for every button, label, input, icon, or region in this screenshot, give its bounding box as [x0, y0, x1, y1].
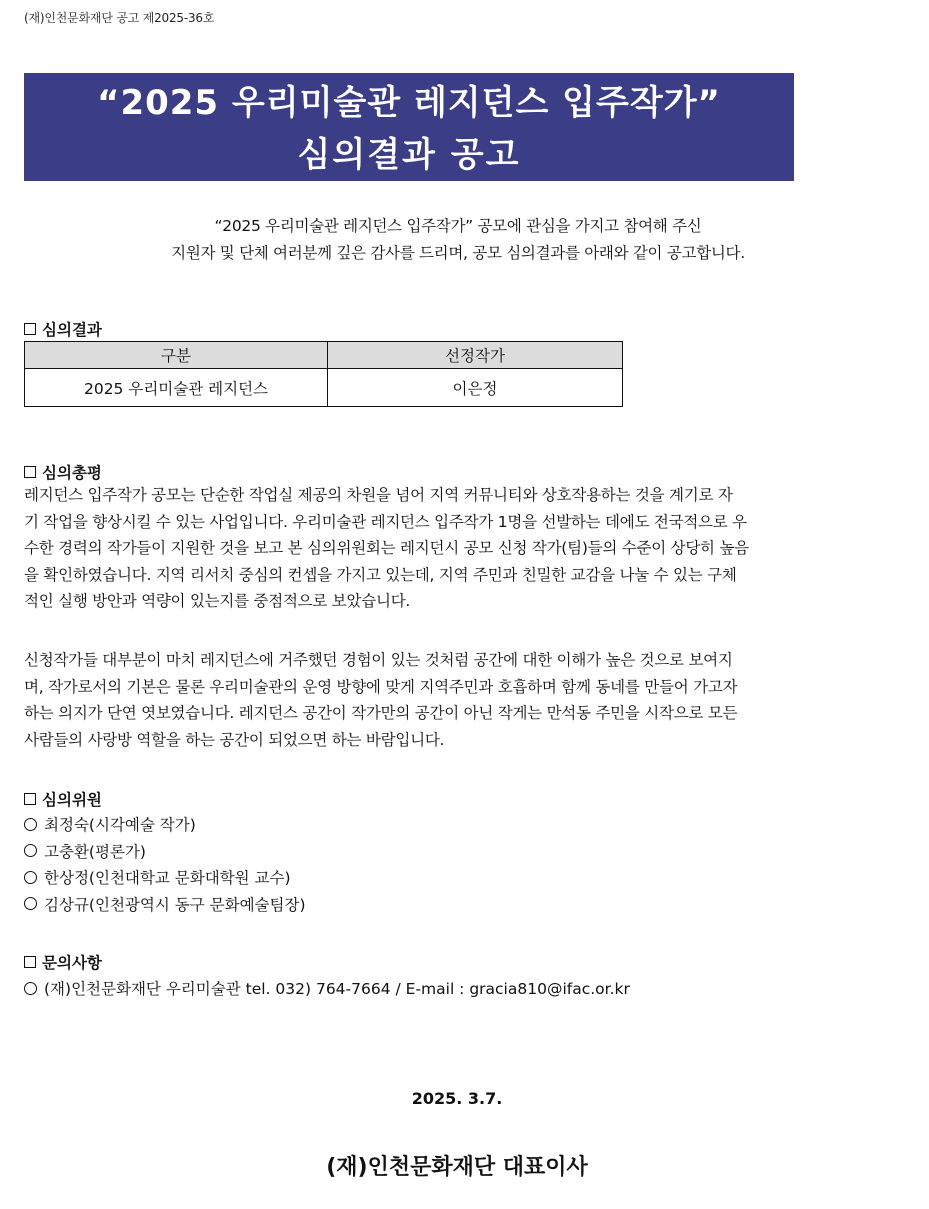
square-bullet-icon [24, 956, 36, 968]
issuer-name: (재)인천문화재단 대표이사 [326, 1155, 588, 1180]
intro-line-2: 지원자 및 단체 여러분께 깊은 감사를 드리며, 공모 심의결과를 아래와 같이 공고합니다. [171, 244, 745, 262]
intro-line-1: “2025 우리미술관 레지던스 입주작가” 공모에 관심을 가지고 참여해 주신 [214, 217, 702, 235]
list-item [24, 891, 306, 918]
paragraph-line: 신청작가들 대부분이 마치 레지던스에 거주했던 경험이 있는 것처럼 공간에 대한 이해가 높은 것으로 보여지 [24, 651, 733, 669]
table-header-row [25, 342, 623, 369]
circle-bullet-icon [24, 871, 37, 884]
notice-number: (재)인천문화재단 공고 제2025-36호 [24, 11, 215, 25]
paragraph-line: 레지던스 입주작가 공모는 단순한 작업실 제공의 차원을 넘어 지역 커뮤니티와 상호작용하는 것을 계기로 자 [24, 486, 733, 504]
paragraph-line: 수한 경력의 작가들이 지원한 것을 보고 본 심의위원회는 레지던시 공모 신청 작가(팀)들의 수준이 상당히 높음 [24, 539, 749, 557]
list-item [24, 975, 630, 1002]
column-header-category: 구분 [25, 342, 328, 369]
paragraph-line: 하는 의지가 단연 엿보였습니다. 레지던스 공간이 작가만의 공간이 아닌 작게는 만석동 주민을 시작으로 모든 [24, 704, 738, 722]
review-paragraph-1 [24, 482, 892, 615]
list-item [24, 838, 306, 865]
committee-member: 한상정(인천대학교 문화대학원 교수) [44, 869, 291, 888]
list-item [24, 811, 306, 838]
paragraph-line: 을 확인하였습니다. 지역 리서치 중심의 컨셉을 가지고 있는데, 지역 주민과 친밀한 교감을 나눌 수 있는 구체 [24, 565, 737, 584]
banner-title-line1: “2025 우리미술관 레지던스 입주작가” [97, 83, 721, 123]
committee-heading-text: 심의위원 [42, 791, 102, 809]
contact-line: (재)인천문화재단 우리미술관 tel. 032) 764-7664 / E-mail : gracia810@ifac.or.kr [44, 980, 630, 999]
cell-selected-artist: 이은정 [328, 369, 623, 407]
square-bullet-icon [24, 466, 36, 478]
circle-bullet-icon [24, 818, 37, 831]
notice-date: 2025. 3.7. [411, 1089, 503, 1108]
results-heading-text: 심의결과 [42, 321, 102, 339]
square-bullet-icon [24, 323, 36, 335]
committee-member: 최정숙(시각예술 작가) [44, 816, 196, 835]
square-bullet-icon [24, 793, 36, 805]
results-heading [24, 318, 102, 340]
circle-bullet-icon [24, 844, 37, 857]
column-header-selected-artist: 선정작가 [328, 342, 623, 369]
paragraph-line: 적인 실행 방안과 역량이 있는지를 중점적으로 보았습니다. [24, 592, 411, 610]
circle-bullet-icon [24, 982, 37, 995]
committee-list [24, 811, 306, 917]
banner-title-line2: 심의결과 공고 [297, 135, 521, 175]
contact-heading [24, 951, 102, 973]
results-table [24, 341, 623, 407]
review-heading [24, 461, 102, 483]
review-heading-text: 심의총평 [42, 464, 102, 482]
table-row [25, 369, 623, 407]
paragraph-line: 사람들의 사랑방 역할을 하는 공간이 되었으면 하는 바람입니다. [24, 730, 445, 749]
committee-heading [24, 788, 102, 810]
list-item [24, 864, 306, 891]
cell-category: 2025 우리미술관 레지던스 [25, 369, 328, 407]
contact-heading-text: 문의사항 [42, 954, 102, 972]
committee-member: 김상규(인천광역시 동구 문화예술팀장) [44, 895, 306, 914]
paragraph-line: 며, 작가로서의 기본은 물론 우리미술관의 운영 방향에 맞게 지역주민과 호흡하며 함께 동네를 만들어 가고자 [24, 677, 738, 696]
contact-list [24, 975, 630, 1002]
committee-member: 고충환(평론가) [44, 842, 146, 861]
circle-bullet-icon [24, 897, 37, 910]
paragraph-line: 기 작업을 향상시킬 수 있는 사업입니다. 우리미술관 레지던스 입주작가 1명을 선발하는 데에도 전국적으로 우 [24, 512, 747, 531]
title-banner [24, 73, 794, 181]
review-paragraph-2 [24, 647, 892, 753]
